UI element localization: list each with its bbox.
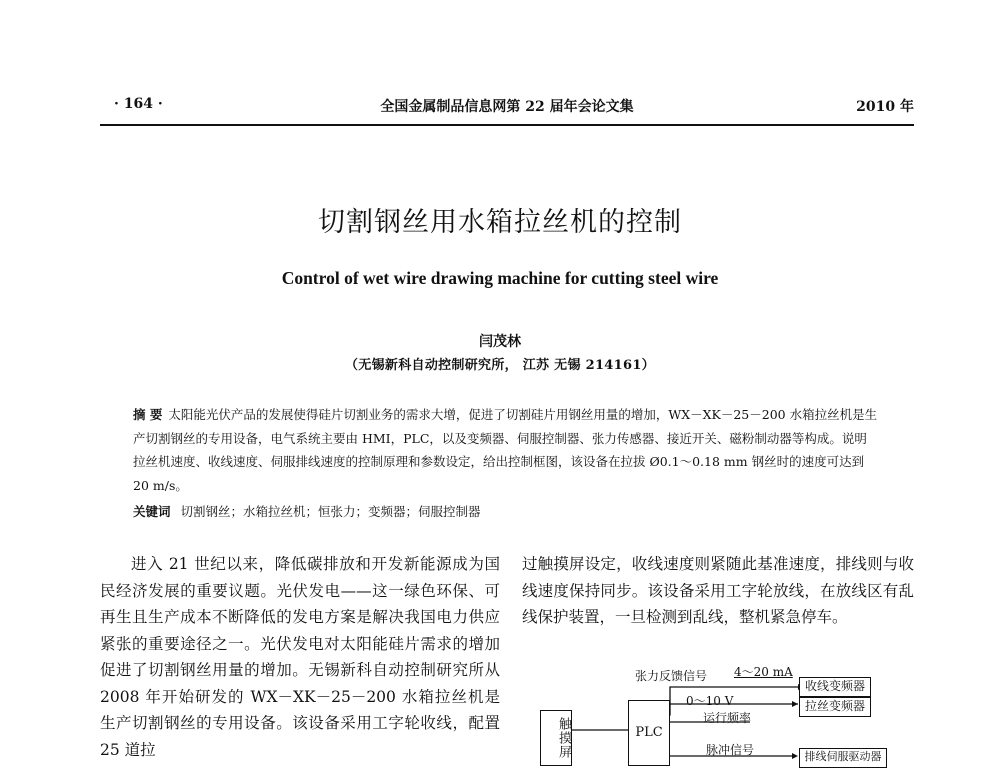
servo-driver-box: 排线伺服驱动器: [799, 748, 887, 768]
voltage-range-label: 0～10 V: [686, 694, 734, 708]
author: 闫茂林: [479, 334, 521, 350]
run-frequency-label: 运行频率: [703, 711, 752, 725]
touch-screen-box: 触摸屏: [540, 710, 572, 766]
header-rule: [100, 124, 914, 126]
takeup-inverter-box: 收线变频器: [799, 677, 871, 697]
tension-signal-label: 张力反馈信号: [635, 669, 708, 683]
plc-box: PLC: [628, 700, 670, 766]
body-right-column: 过触摸屏设定，收线速度则紧随此基准速度，排线则与收线速度保持同步。该设备采用工字轮放线，在放线区有乱线保护装置，一旦检测到乱线，整机紧急停车。: [522, 555, 914, 626]
publication-year: 2010 年: [856, 99, 914, 115]
tension-range-label: 4～20 mA: [734, 665, 793, 679]
keywords-text: 切割钢丝；水箱拉丝机；恒张力；变频器；伺服控制器: [180, 504, 481, 519]
affiliation: （无锡新科自动控制研究所， 江苏 无锡 214161）: [345, 358, 655, 373]
abstract-text: 太阳能光伏产品的发展使得硅片切割业务的需求大增，促进了切割硅片用钢丝用量的增加，WX－XK－25－200 水箱拉丝机是生产切割钢丝的专用设备，电气系统主要由 HMI，PLC，以及变频器、伺服控制器、张力传感器、接近开关、磁粉制动器等构成。说明拉丝机速度、收线速度、伺服排线速度的控制原理和参数设定，给出控制框图，该设备在拉拔 Ø0.1～0.18 mm 钢丝时的速度可达到 20 m/s。: [133, 407, 878, 493]
abstract: [133, 403, 878, 497]
paper-title-english: Control of wet wire drawing machine for cutting steel wire: [281, 268, 719, 288]
body-left-column: 进入 21 世纪以来，降低碳排放和开发新能源成为国民经济发展的重要议题。光伏发电——这一绿色环保、可再生且生产成本不断降低的发电方案是解决我国电力供应紧张的重要途径之一。光伏发电对太阳能硅片需求的增加促进了切割钢丝用量的增加。无锡新科自动控制研究所从 2008 年开始研发的 WX－XK－25－200 水箱拉丝机是生产切割钢丝的专用设备。该设备采用工字轮收线，配置 25 道拉: [100, 555, 500, 759]
pulse-signal-label: 脉冲信号: [706, 743, 755, 757]
keywords-label: 关键词: [133, 504, 171, 519]
drawing-inverter-box: 拉丝变频器: [799, 697, 871, 717]
control-block-diagram: [520, 660, 920, 763]
abstract-label: 摘 要: [133, 407, 163, 422]
page-number: · 164 ·: [114, 96, 163, 112]
journal-title: 全国金属制品信息网第 22 届年会论文集: [380, 99, 634, 115]
keywords: [133, 500, 878, 523]
page-header: [100, 96, 914, 118]
paper-title-chinese: 切割钢丝用水箱拉丝机的控制: [318, 207, 682, 238]
